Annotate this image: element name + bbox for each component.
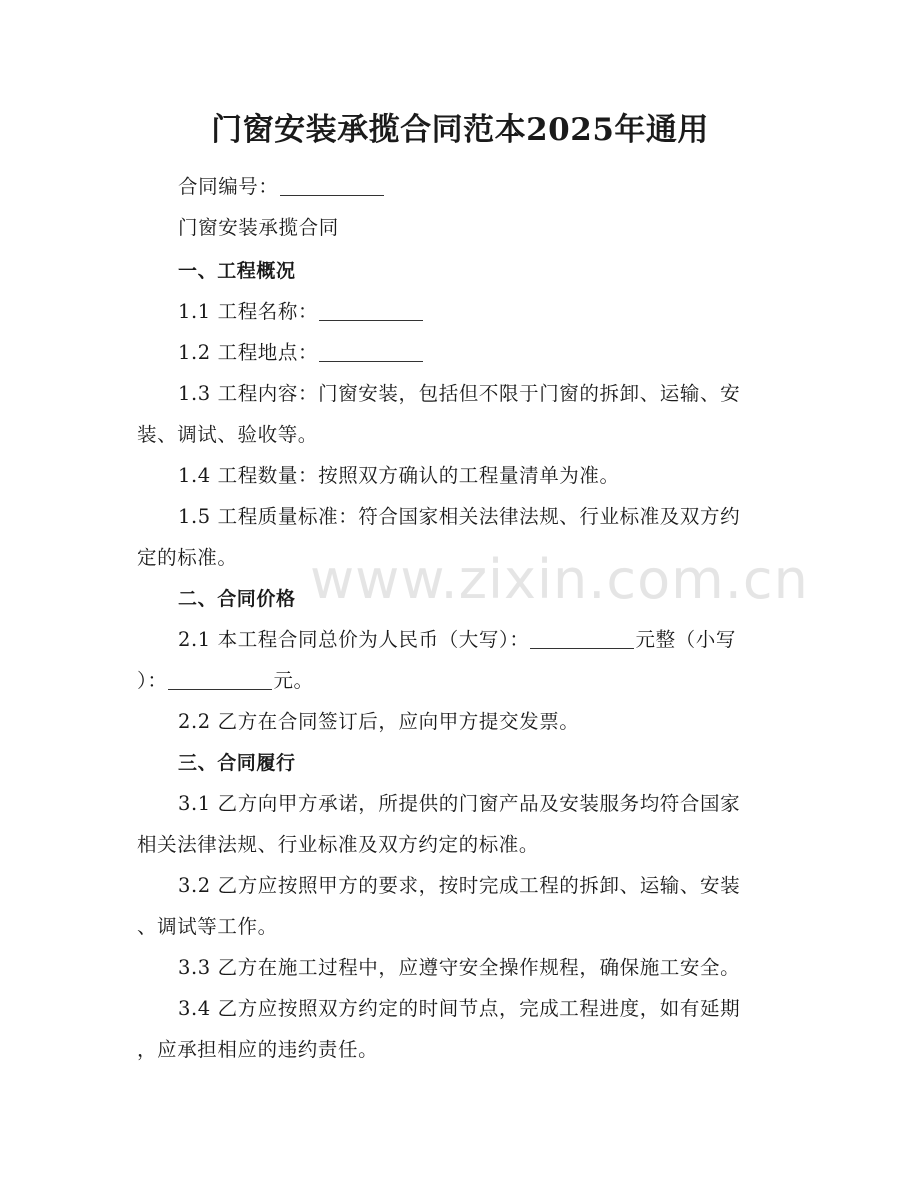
contract-number-line [137,175,818,199]
clause-3-1-line-1: 3.1 乙方向甲方承诺，所提供的门窗产品及安装服务均符合国家 [178,792,741,815]
clause-2-1-line-2 [137,669,777,693]
clause-1-3-line-1: 1.3 工程内容：门窗安装，包括但不限于门窗的拆卸、运输、安 [178,382,741,405]
clause-3-2-line-2: 、调试等工作。 [137,915,278,938]
clause-1-3-line-2: 装、调试、验收等。 [137,423,318,446]
project-name-blank [319,302,423,321]
clause-1-4: 1.4 工程数量：按照双方确认的工程量清单为准。 [178,464,620,487]
clause-1-5-line-1: 1.5 工程质量标准：符合国家相关法律法规、行业标准及双方约 [178,505,741,528]
clause-2-1-text-c: ）： [137,669,168,692]
clause-2-2: 2.2 乙方在合同签订后，应向甲方提交发票。 [178,710,580,733]
clause-1-1-text: 1.1 工程名称： [178,300,319,323]
price-uppercase-blank [530,630,634,649]
clause-3-4-line-2: ，应承担相应的违约责任。 [137,1038,379,1061]
clause-3-3: 3.3 乙方在施工过程中，应遵守安全操作规程，确保施工安全。 [178,956,741,979]
clause-3-1-line-2: 相关法律法规、行业标准及双方约定的标准。 [137,833,540,856]
contract-number-blank [280,177,384,196]
contract-subtitle: 门窗安装承揽合同 [178,216,339,239]
price-lowercase-blank [168,671,272,690]
clause-2-1-text-a: 2.1 本工程合同总价为人民币（大写）： [178,628,530,651]
clause-1-1 [137,300,818,324]
section-3-heading: 三、合同履行 [178,752,296,774]
section-2-heading: 二、合同价格 [178,588,296,610]
clause-2-1-text-d: 元。 [273,669,314,692]
clause-2-1-text-b: 元整（小写 [635,628,736,651]
section-1-heading: 一、工程概况 [178,260,296,282]
clause-2-1-line-1 [137,628,818,652]
clause-1-5-line-2: 定的标准。 [137,546,238,569]
clause-3-2-line-1: 3.2 乙方应按照甲方的要求，按时完成工程的拆卸、运输、安装 [178,874,741,897]
clause-1-2 [137,341,818,365]
project-location-blank [319,343,423,362]
watermark-text: www.zixin.com.cn [310,548,809,611]
clause-1-2-text: 1.2 工程地点： [178,341,319,364]
clause-3-4-line-1: 3.4 乙方应按照双方约定的时间节点，完成工程进度，如有延期 [178,997,741,1020]
contract-number-label: 合同编号： [178,175,279,198]
document-title: 门窗安装承揽合同范本2025年通用 [211,112,709,148]
